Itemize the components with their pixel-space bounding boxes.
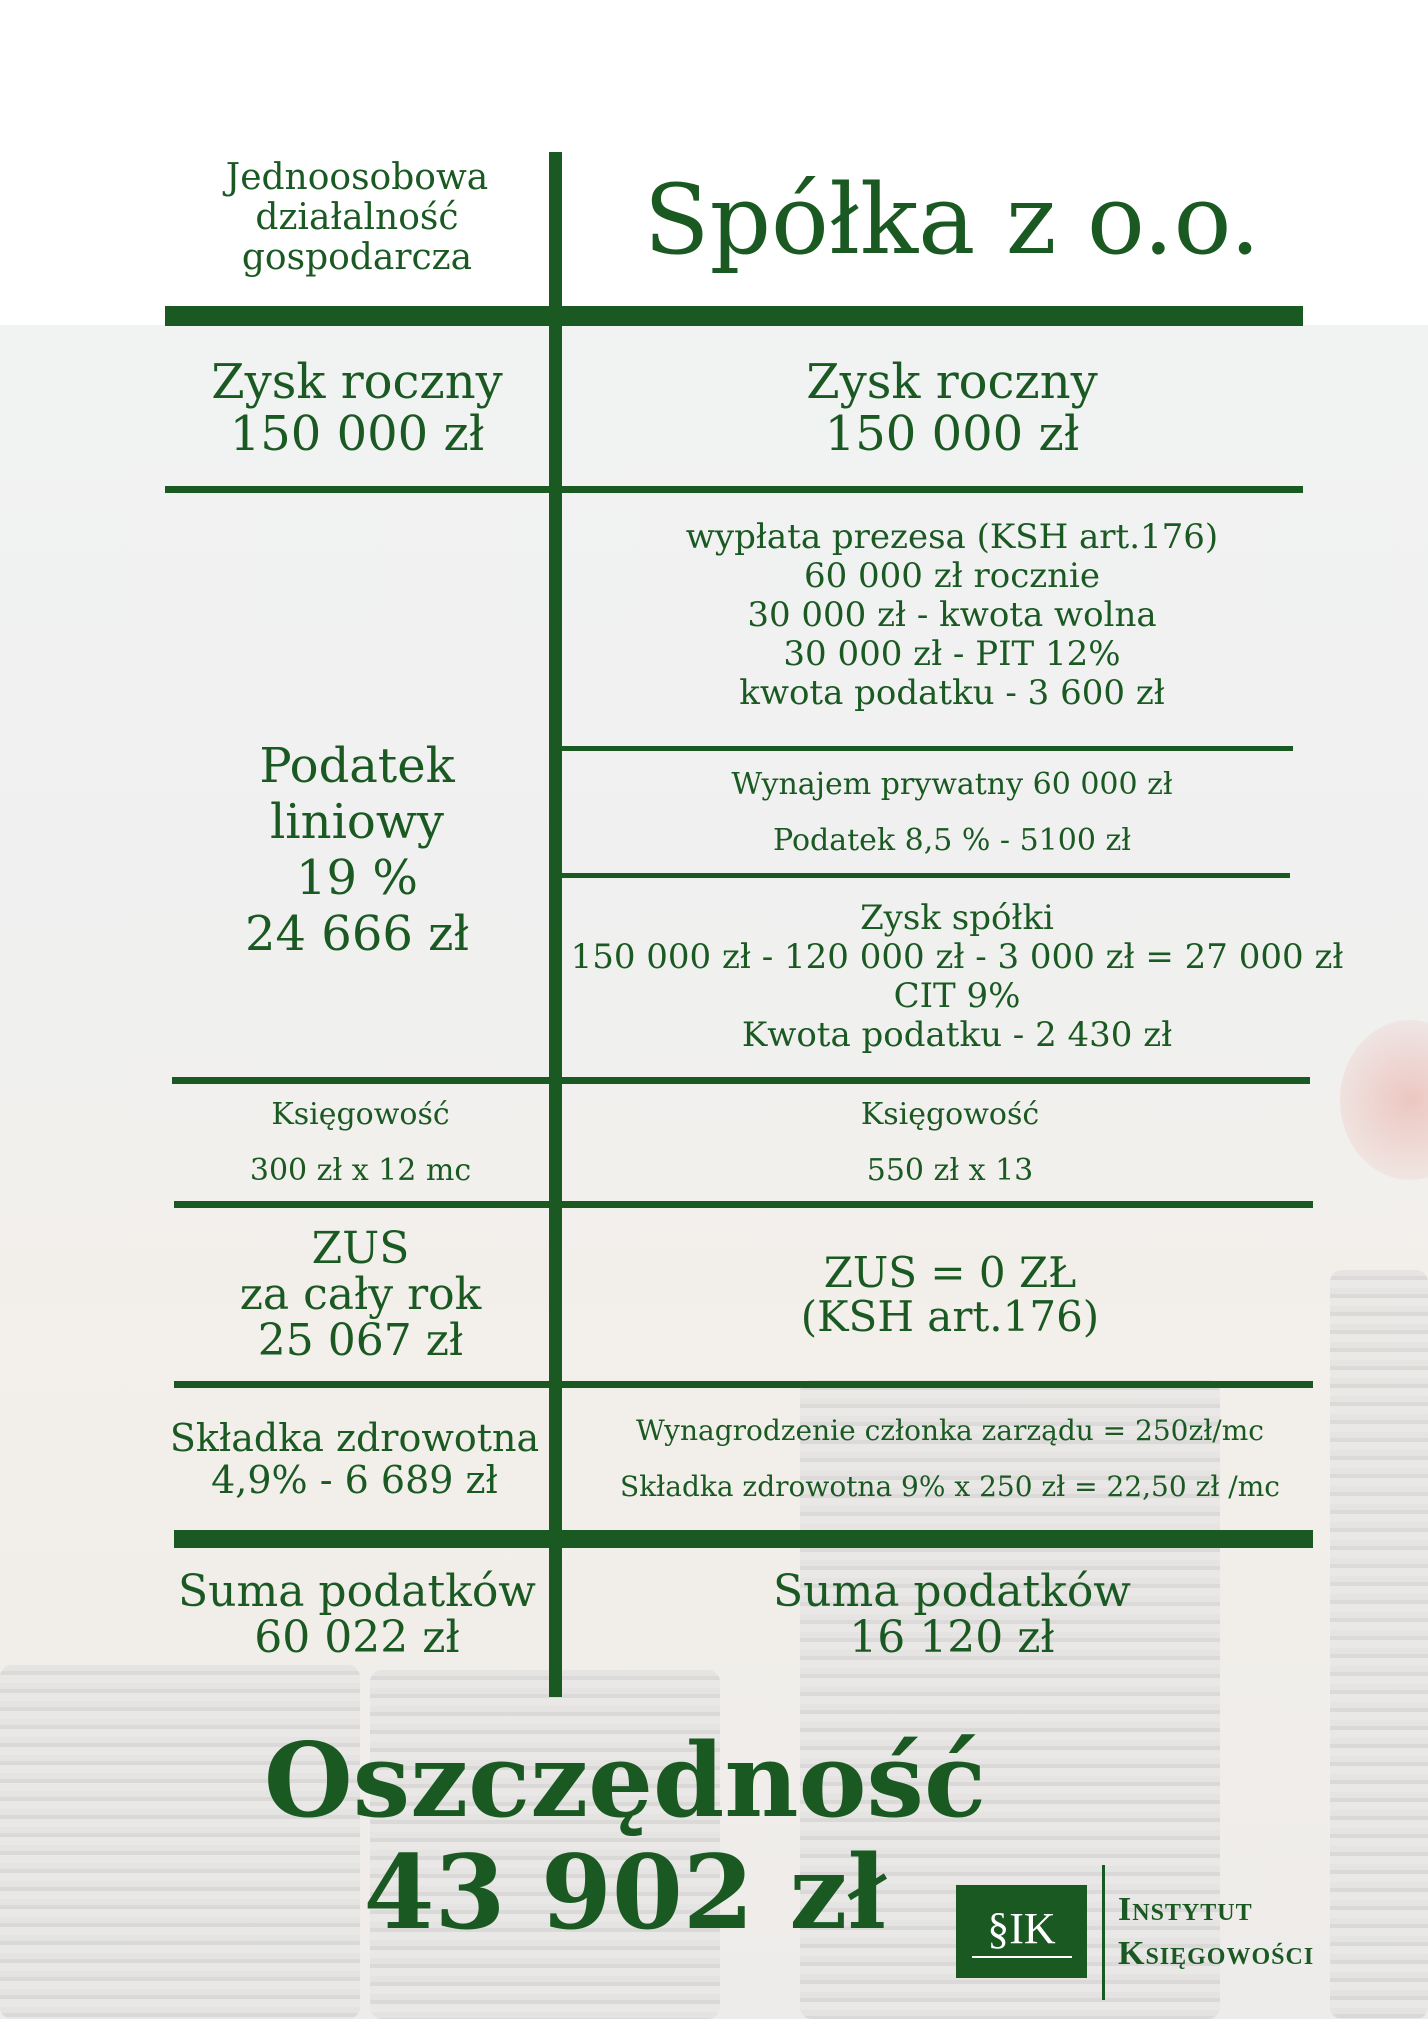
savings-label: Oszczędność [263,1721,987,1841]
total-value: 16 120 zł [849,1612,1055,1663]
header-llc [562,160,1342,280]
profit-label: Zysk roczny [211,353,503,410]
health-detail-line: Składka zdrowotna 9% x 250 zł = 22,50 zł /mc [620,1470,1280,1503]
header-right-title: Spółka z o.o. [643,164,1261,276]
sub-row-divider [562,746,1293,751]
profit-value: 150 000 zł [824,405,1080,462]
tax-value: 24 666 zł [244,906,470,962]
tax-detail-line: Zysk spółki [860,898,1054,938]
row-divider [174,1201,1313,1208]
tax-label: liniowy [269,794,445,850]
tax-rate: 19 % [296,850,418,906]
accounting-right [562,1084,1338,1201]
zus-value: ZUS = 0 ZŁ [823,1247,1077,1297]
tax-detail-line: 150 000 zł - 120 000 zł - 3 000 zł = 27 000 zł [570,937,1344,977]
total-value: 60 022 zł [254,1612,460,1663]
tax-label: Podatek [259,738,455,794]
savings-amount: 43 902 zł [363,1833,887,1953]
zus-note: (KSH art.176) [800,1291,1100,1341]
profit-right [562,340,1342,475]
zus-label: ZUS [311,1222,410,1274]
total-label: Suma podatków [773,1566,1131,1617]
profit-value: 150 000 zł [229,405,485,462]
logo-divider [1102,1865,1105,2000]
tax-detail-line: 60 000 zł rocznie [803,555,1101,596]
sub-row-divider [562,873,1290,878]
logo-wordmark [1118,1888,1314,1976]
header-divider [165,306,1303,326]
health-left [160,1388,549,1530]
row-divider [174,1381,1313,1388]
totals-divider [174,1530,1313,1548]
tax-detail-line: Podatek 8,5 % - 5100 zł [772,822,1132,858]
total-label: Suma podatków [178,1566,536,1617]
logo-name-line2: Księgowości [1118,1935,1315,1972]
accounting-label: Księgowość [860,1096,1040,1132]
tax-detail-line: Wynajem prywatny 60 000 zł [731,766,1173,802]
section-sign-logo-icon: §IK [987,1903,1056,1953]
profit-label: Zysk roczny [806,353,1098,410]
accounting-value: 550 zł x 13 [866,1152,1034,1188]
profit-left [165,340,549,475]
header-left-line: Jednoosobowa [225,156,489,198]
zus-label: za cały rok [239,1268,482,1320]
tax-detail-line: kwota podatku - 3 600 zł [739,672,1165,713]
zus-left [172,1208,549,1381]
coin-stack-decoration [1330,1270,1428,2019]
zus-right [562,1208,1338,1381]
accounting-left [172,1084,549,1201]
tax-detail-line: 30 000 zł - PIT 12% [783,633,1121,674]
row-divider [172,1077,1310,1084]
accounting-value: 300 zł x 12 mc [249,1152,472,1188]
row-divider [165,486,1303,493]
tax-detail-line: wypłata prezesa (KSH art.176) [685,516,1219,557]
vertical-divider [549,152,562,1697]
total-left [165,1560,549,1670]
tax-right-ceo-salary [562,510,1342,720]
tax-left [165,730,549,970]
tax-detail-line: CIT 9% [893,976,1021,1016]
savings-block [263,1721,987,1953]
logo-mark-box [956,1885,1087,1978]
accounting-label: Księgowość [271,1096,450,1132]
tax-detail-line: 30 000 zł - kwota wolna [747,594,1157,635]
tax-right-rental [562,755,1342,870]
logo-underline [972,1956,1072,1958]
zus-value: 25 067 zł [257,1314,464,1366]
health-value: 4,9% - 6 689 zł [211,1458,498,1502]
header-left-line: działalność [255,196,459,238]
health-detail-line: Wynagrodzenie członka zarządu = 250zł/mc [636,1414,1264,1447]
health-right [562,1388,1338,1530]
header-left-line: gospodarcza [241,236,473,278]
health-label: Składka zdrowotna [169,1416,540,1460]
tax-right-company-profit [562,882,1352,1072]
header-sole-proprietorship [165,150,549,285]
total-right [562,1560,1342,1670]
logo-name-line1: Instytut [1118,1891,1253,1928]
tax-detail-line: Kwota podatku - 2 430 zł [741,1015,1173,1055]
